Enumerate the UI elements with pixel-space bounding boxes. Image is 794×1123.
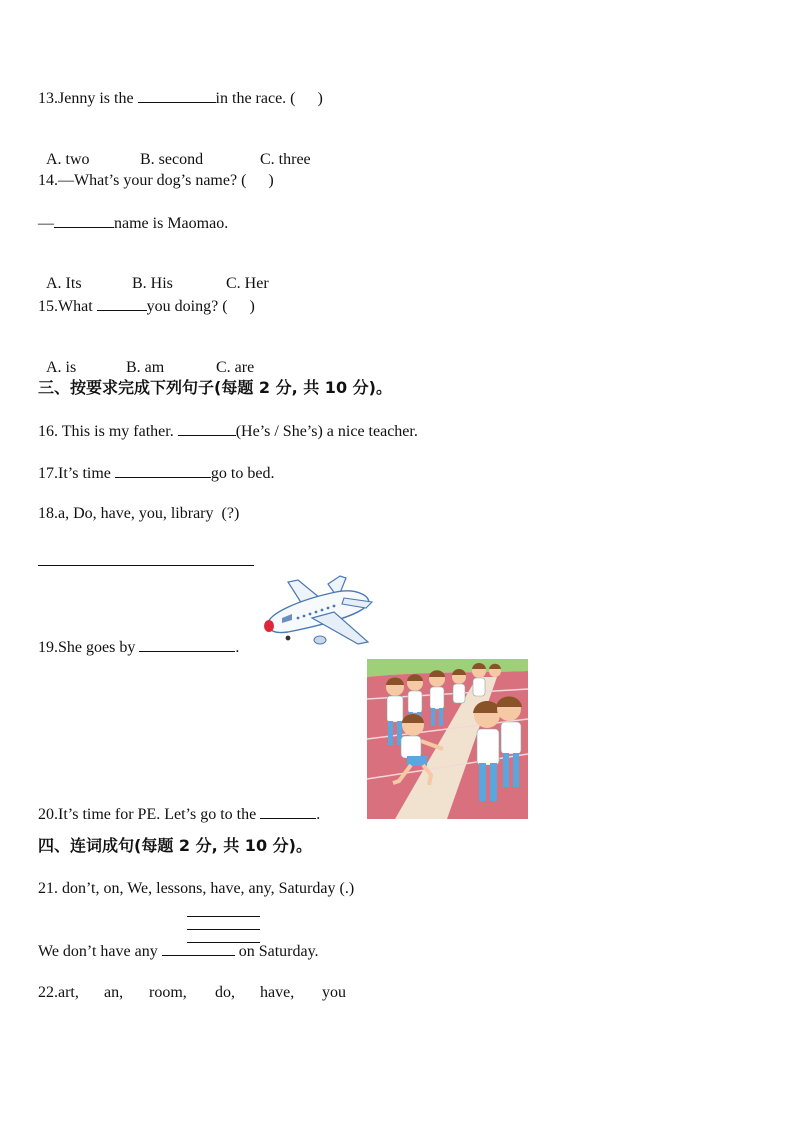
q15-option-b[interactable]: B. am <box>126 359 165 376</box>
running-track-image <box>367 659 528 819</box>
q19-question: 19.She goes by . <box>38 639 240 656</box>
q18-answer-line[interactable] <box>38 565 254 566</box>
q20-blank[interactable] <box>260 804 316 819</box>
q14-option-b[interactable]: B. His <box>132 275 173 292</box>
q21-question: 21. don’t, on, We, lessons, have, any, Saturday (.) <box>38 880 355 897</box>
q22-word: art, <box>58 984 79 1001</box>
q13-options <box>38 130 311 170</box>
q15-options <box>38 338 254 378</box>
q21-blank[interactable] <box>162 941 235 956</box>
q14-answer-line: — name is Maomao. <box>38 215 229 232</box>
q21-answer-rule-1[interactable] <box>187 916 260 917</box>
q21-answer-rule-2[interactable] <box>187 929 260 930</box>
q22-word: you <box>322 984 346 1001</box>
q22-word: have, <box>260 984 295 1001</box>
q16-question: 16. This is my father. (He’s / She’s) a nice teacher. <box>38 423 418 440</box>
q14-options <box>38 254 269 294</box>
q15-option-c[interactable]: C. are <box>216 359 255 376</box>
section-4-heading: 四、连词成句(每题 2 分, 共 10 分)。 <box>38 836 312 855</box>
q15-option-a[interactable]: A. is <box>46 359 77 376</box>
q17-blank[interactable] <box>115 463 211 478</box>
q22-question: 22.art, an, room, do, have, you <box>38 984 346 1001</box>
section-3-heading: 三、按要求完成下列句子(每题 2 分, 共 10 分)。 <box>38 378 392 397</box>
q13-blank[interactable] <box>138 88 216 103</box>
q14-question: 14.—What’s your dog’s name? ( ) <box>38 172 274 189</box>
q14-option-a[interactable]: A. Its <box>46 275 82 292</box>
q13-option-b[interactable]: B. second <box>140 151 204 168</box>
q13-question: 13.Jenny is the in the race. ( ) <box>38 90 323 107</box>
q13-option-c[interactable]: C. three <box>260 151 311 168</box>
q14-blank[interactable] <box>54 213 114 228</box>
q19-blank[interactable] <box>139 637 235 652</box>
q22-word: an, <box>104 984 124 1001</box>
q17-question: 17.It’s time go to bed. <box>38 465 275 482</box>
airplane-image <box>258 574 376 652</box>
q14-option-c[interactable]: C. Her <box>226 275 269 292</box>
q21-answer-line: We don’t have any on Saturday. <box>38 943 319 960</box>
q22-word: do, <box>215 984 235 1001</box>
q16-blank[interactable] <box>178 421 236 436</box>
q22-word: room, <box>149 984 187 1001</box>
q15-blank[interactable] <box>97 296 147 311</box>
q15-question: 15.What you doing? ( ) <box>38 298 255 315</box>
q13-option-a[interactable]: A. two <box>46 151 90 168</box>
q18-question: 18.a, Do, have, you, library (?) <box>38 505 240 522</box>
q20-question: 20.It’s time for PE. Let’s go to the . <box>38 806 321 823</box>
